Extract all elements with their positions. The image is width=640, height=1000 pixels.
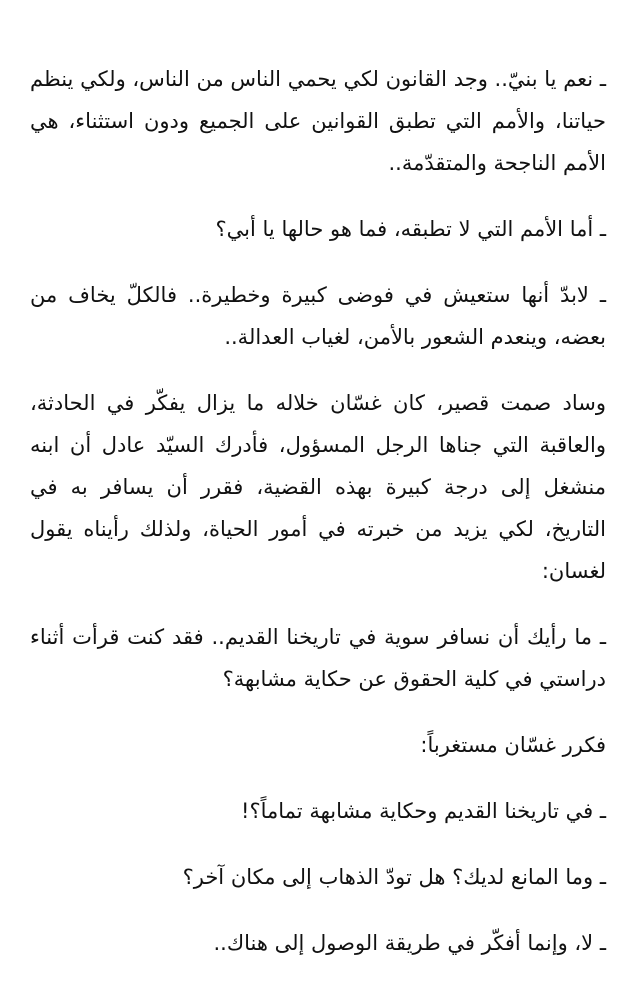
paragraph-question-nations: ـ أما الأمم التي لا تطبقه، فما هو حالها يا أبي؟ — [215, 217, 606, 241]
paragraph-ghassan-surprised: فكرر غسّان مستغرباً: — [420, 733, 606, 757]
paragraph-answer-chaos: ـ لابدّ أنها ستعيش في فوضى كبيرة وخطيرة.. فالكلّ يخاف من بعضه، وينعدم الشعور بالأمن، لغياب العدالة.. — [30, 283, 606, 349]
paragraph-travel-proposal: ـ ما رأيك أن نسافر سوية في تاريخنا القديم.. فقد كنت قرأت أثناء دراستي في كلية الحقوق عن حكاية مشابهة؟ — [30, 625, 606, 691]
paragraph-thinking-way: ـ لا، وإنما أفكّر في طريقة الوصول إلى هناك.. — [213, 931, 606, 955]
paragraph-ancient-history-question: ـ في تاريخنا القديم وحكاية مشابهة تماماً؟! — [241, 799, 606, 823]
paragraph-narration-silence: وساد صمت قصير، كان غسّان خلاله ما يزال يفكّر في الحادثة، والعاقبة التي جناها الرجل المسؤول، فأدرك السيّد عادل أن ابنه منشغل إلى درجة كبيرة بهذه القضية، فقرر أن يسافر به في التاريخ، لكي يزيد من خبرته في أمور الحياة، ولذلك رأيناه يقول لغسان: — [30, 391, 606, 583]
paragraph-what-prevents: ـ وما المانع لديك؟ هل تودّ الذهاب إلى مكان آخر؟ — [182, 865, 606, 889]
paragraph-dialogue-law: ـ نعم يا بنيّ.. وجد القانون لكي يحمي الناس من الناس، ولكي ينظم حياتنا، والأمم التي تطبق القوانين على الجميع ودون استثناء، هي الأمم الناجحة والمتقدّمة.. — [30, 67, 606, 175]
